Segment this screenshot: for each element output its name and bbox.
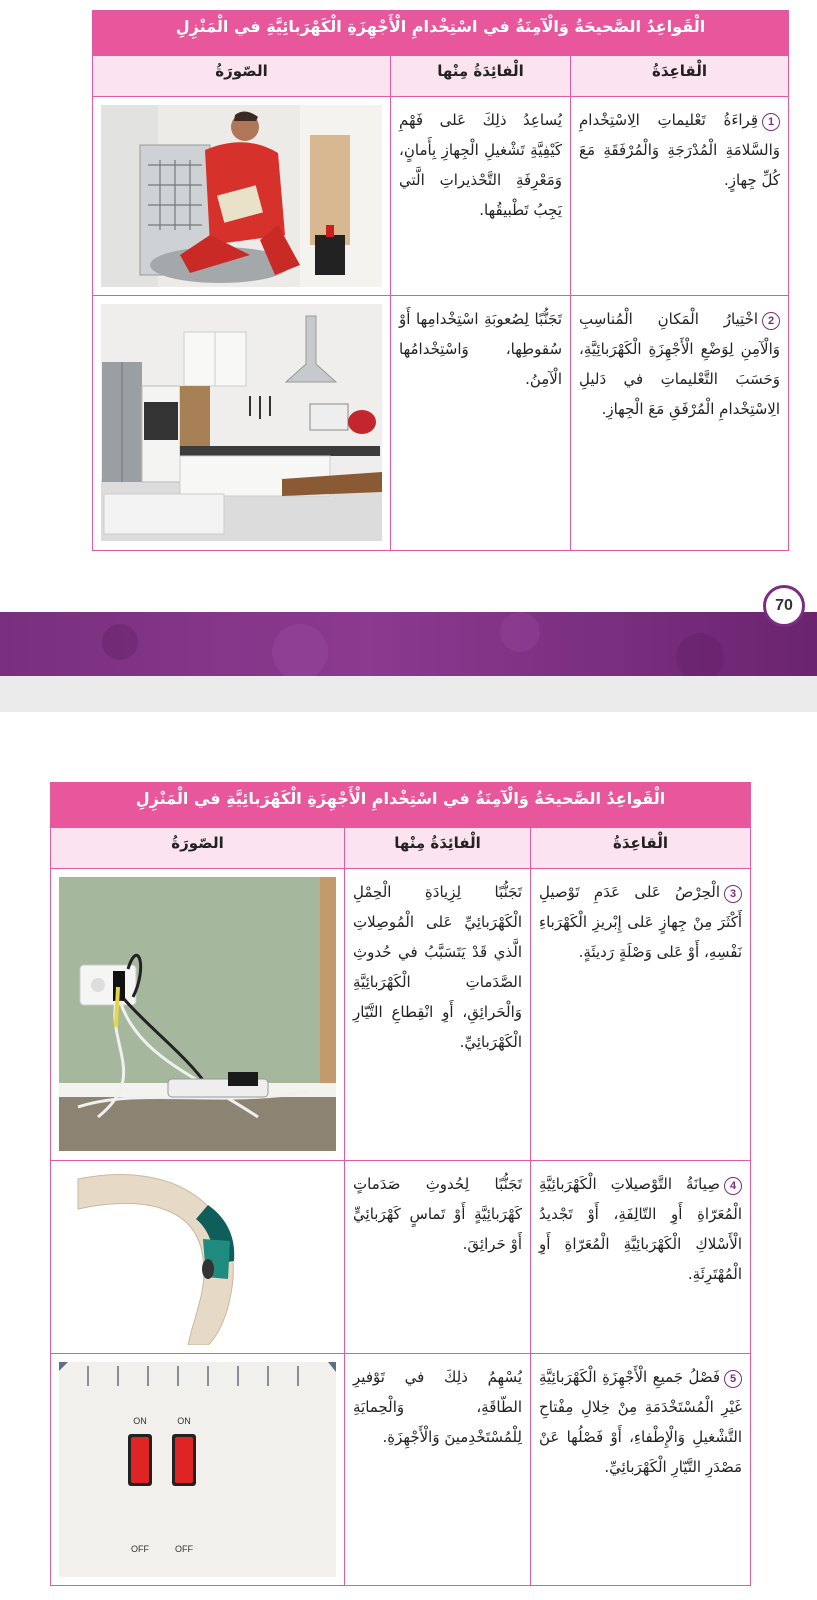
table-row bbox=[93, 296, 789, 551]
benefit-cell: تَجَنُّبًا لِحُدوثِ صَدَماتٍ كَهْرَبائِيَّةٍ أَوْ تَماسٍ كَهْرَبائِيٍّ أَوْ حَرائِقَ. bbox=[345, 1161, 531, 1354]
image-cell bbox=[93, 97, 391, 296]
rule-text: صِيانَةُ التَّوْصيلاتِ الْكَهْرَبائِيَّةِ الْمُعَرّاةِ أَوِ التّالِفَةِ، أَوْ تَجْديدُ الْأَسْلاكِ الْكَهْرَبائِيَّةِ الْمُعَرّاةِ أَوِ الْمُهْتَرِئَةِ. bbox=[539, 1175, 743, 1283]
image-cell bbox=[51, 1354, 345, 1586]
rule-text: قِراءَةُ تَعْليماتِ الِاسْتِخْدامِ وَالسَّلامَةِ الْمُدْرَجَةِ وَالْمُرْفَقَةِ مَعَ كُلِّ جِهازٍ. bbox=[579, 111, 781, 189]
page-gap bbox=[0, 676, 817, 712]
switch-on-label: ON bbox=[177, 1416, 191, 1426]
rules-table-page-71 bbox=[50, 782, 751, 1586]
kitchen-appliances-image bbox=[101, 304, 382, 541]
damaged-wire-image bbox=[59, 1169, 336, 1345]
switch-on-label: ON bbox=[133, 1416, 147, 1426]
benefit-cell: تَجَنُّبًا لِصُعوبَةِ اسْتِخْدامِها أَوْ سُقوطِها، وَاسْتِخْدامُها الْآمِنُ. bbox=[391, 296, 571, 551]
rule-text: اخْتِيارُ الْمَكانِ الْمُناسِبِ وَالْآمِنِ لِوَضْعِ الْأَجْهِزَةِ الْكَهْرَبائِيَّةِ، وَحَسَبَ التَّعْليماتِ في دَليلِ الِاسْتِخْدامِ الْمُرْفَقِ مَعَ الْجِهازِ. bbox=[579, 310, 781, 418]
rule-number-badge: 1 bbox=[762, 113, 780, 131]
benefit-cell: يُساعِدُ ذلِكَ عَلى فَهْمِ كَيْفِيَّةِ تَشْغيلِ الْجِهازِ بِأَمانٍ، وَمَعْرِفَةِ التَّحْذيراتِ الَّتي يَجِبُ تَطْبيقُها. bbox=[391, 97, 571, 296]
switch-off-label: OFF bbox=[175, 1544, 194, 1554]
column-header-benefit: الْفائِدَةُ مِنْها bbox=[345, 828, 531, 869]
rule-text: فَصْلُ جَميعِ الْأَجْهِزَةِ الْكَهْرَبائِيَّةِ غَيْرِ الْمُسْتَخْدَمَةِ مِنْ خِلالِ مِفْتاحِ التَّشْغيلِ وَالْإِطْفاءِ، أَوْ فَصْلُها عَنْ مَصْدَرِ التَّيّارِ الْكَهْرَبائِيِّ. bbox=[539, 1368, 743, 1476]
table-row bbox=[51, 1161, 751, 1354]
rule-text: الْحِرْصُ عَلى عَدَمِ تَوْصيلِ أَكْثَرَ مِنْ جِهازٍ عَلى إِبْريزِ الْكَهْرَباءِ نَفْسِهِ، أَوْ عَلى وَصْلَةٍ رَديئَةٍ. bbox=[539, 883, 743, 961]
overloaded-socket-image bbox=[59, 877, 336, 1151]
rule-cell bbox=[571, 296, 789, 551]
image-cell bbox=[51, 1161, 345, 1354]
rule-number-badge: 2 bbox=[762, 312, 780, 330]
page-top-strip bbox=[0, 0, 817, 10]
rule-number-badge: 5 bbox=[724, 1370, 742, 1388]
rules-table-page-70 bbox=[92, 10, 789, 551]
switch-off-label: OFF bbox=[131, 1544, 150, 1554]
column-header-rule: الْقاعِدَةُ bbox=[571, 56, 789, 97]
benefit-cell: تَجَنُّبًا لِزِيادَةِ الْحِمْلِ الْكَهْرَبائِيِّ عَلى الْمُوصِلاتِ الَّذي قَدْ يَتَسَبَّبُ في حُدوثِ الصَّدَماتِ الْكَهْرَبائِيَّةِ وَالْحَرائِقِ، أَوِ انْقِطاعِ التَّيّارِ الْكَهْرَبائِيِّ. bbox=[345, 869, 531, 1161]
column-header-image: الصّورَةُ bbox=[93, 56, 391, 97]
table-title: الْقَواعِدُ الصَّحيحَةُ وَالْآمِنَةُ في اسْتِخْدامِ الْأَجْهِزَةِ الْكَهْرَبائِيَّةِ في الْمَنْزِلِ bbox=[51, 783, 751, 828]
technician-reading-manual-image bbox=[101, 105, 382, 287]
column-header-benefit: الْفائِدَةُ مِنْها bbox=[391, 56, 571, 97]
column-header-image: الصّورَةُ bbox=[51, 828, 345, 869]
image-cell bbox=[51, 869, 345, 1161]
table-title: الْقَواعِدُ الصَّحيحَةُ وَالْآمِنَةُ في اسْتِخْدامِ الْأَجْهِزَةِ الْكَهْرَبائِيَّةِ في الْمَنْزِلِ bbox=[93, 11, 789, 56]
table-row bbox=[51, 869, 751, 1161]
rule-cell bbox=[531, 1161, 751, 1354]
page-divider-bar bbox=[0, 612, 817, 676]
page-number-badge: 70 bbox=[763, 585, 805, 627]
heater-switches-image bbox=[59, 1362, 336, 1577]
rule-number-badge: 3 bbox=[724, 885, 742, 903]
image-cell bbox=[93, 296, 391, 551]
rule-cell bbox=[571, 97, 789, 296]
rule-cell bbox=[531, 1354, 751, 1586]
rule-cell bbox=[531, 869, 751, 1161]
benefit-cell: يُسْهِمُ ذلِكَ في تَوْفيرِ الطّاقَةِ، وَالْحِمايَةِ لِلْمُسْتَخْدِمينَ وَالْأَجْهِزَةِ. bbox=[345, 1354, 531, 1586]
column-header-rule: الْقاعِدَةُ bbox=[531, 828, 751, 869]
rule-number-badge: 4 bbox=[724, 1177, 742, 1195]
table-row bbox=[93, 97, 789, 296]
table-row bbox=[51, 1354, 751, 1586]
